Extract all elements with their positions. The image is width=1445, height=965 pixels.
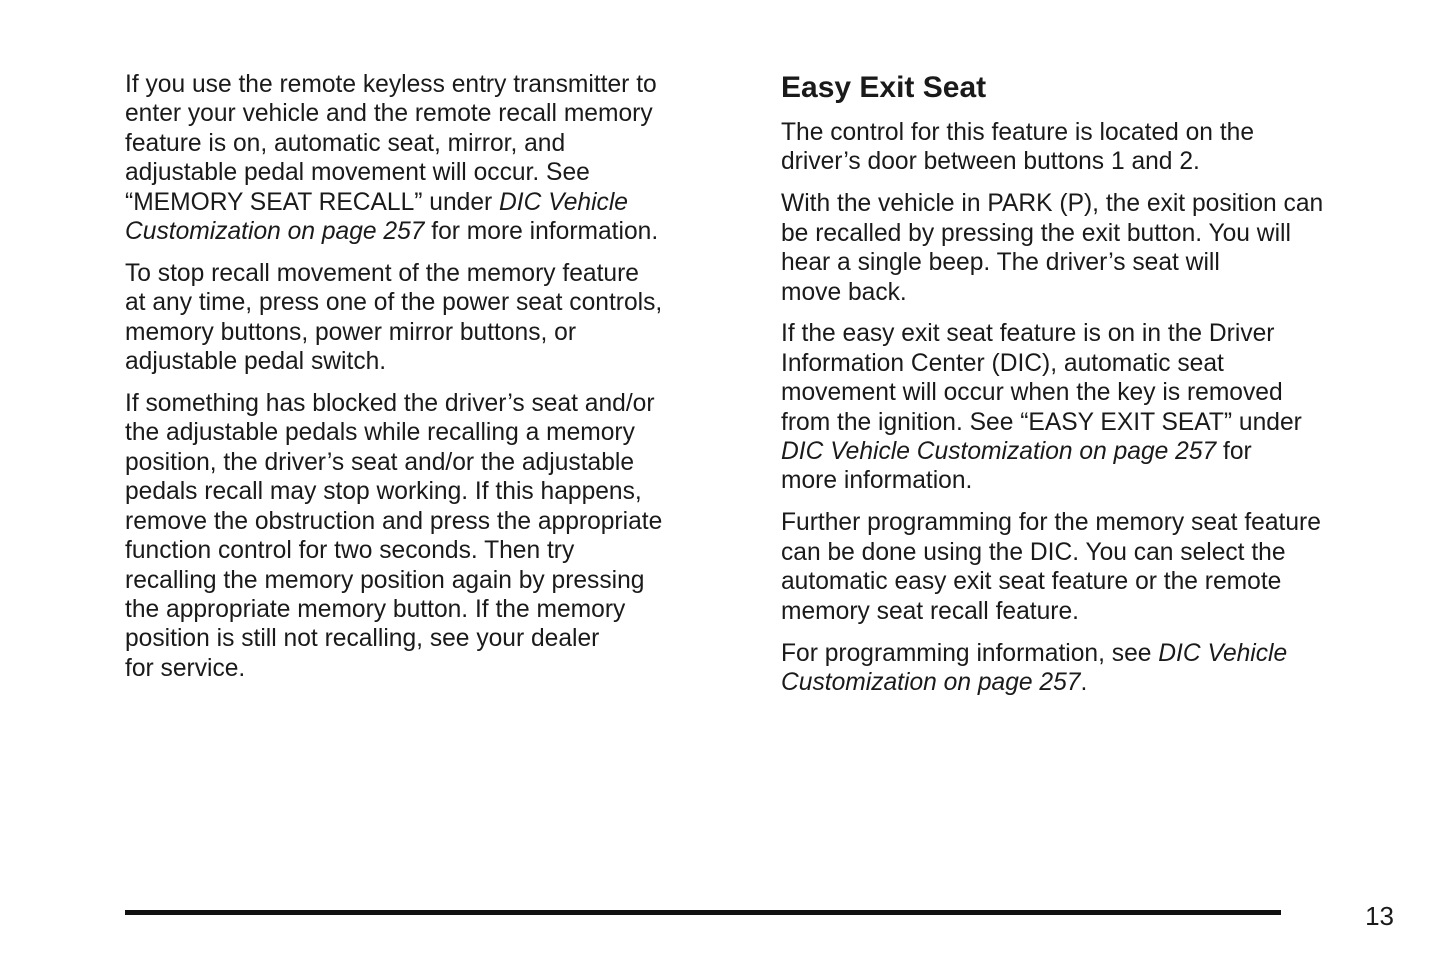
text-line: memory buttons, power mirror buttons, or: [125, 318, 577, 346]
left-column: [125, 70, 735, 696]
text-line: recalling the memory position again by pressing: [125, 566, 645, 594]
paragraph-park-exit: [781, 189, 1401, 307]
text-line: driver’s door between buttons 1 and 2.: [781, 148, 1200, 176]
text-line: from the ignition. See “EASY EXIT SEAT” under: [781, 408, 1302, 436]
text-line: Information Center (DIC), automatic seat: [781, 349, 1224, 377]
text-line: feature is on, automatic seat, mirror, and: [125, 129, 566, 157]
text-line: for service.: [125, 654, 246, 682]
text-line: adjustable pedal switch.: [125, 348, 387, 376]
page-reference: Customization on page 257: [125, 218, 425, 246]
section-heading: Easy Exit Seat: [781, 71, 987, 104]
page-reference: DIC Vehicle Customization on page 257: [781, 438, 1217, 466]
right-column: [781, 70, 1401, 710]
text-line: pedals recall may stop working. If this happens,: [125, 478, 642, 506]
text-line: for more information.: [424, 218, 659, 246]
page-number: 13: [1365, 901, 1394, 931]
text-line: movement will occur when the key is removed: [781, 379, 1283, 407]
text-line: memory seat recall feature.: [781, 597, 1079, 625]
text-line: position, the driver’s seat and/or the adjustable: [125, 448, 635, 476]
text-line: position is still not recalling, see your dealer: [125, 625, 600, 653]
page-reference: DIC Vehicle: [499, 188, 628, 216]
paragraph-programming-info: [781, 639, 1401, 698]
paragraph-remote-recall: [125, 70, 735, 246]
text-line: the appropriate memory button. If the memory: [125, 595, 626, 623]
text-line: remove the obstruction and press the appropriate: [125, 507, 663, 535]
text-line: automatic easy exit seat feature or the remote: [781, 568, 1282, 596]
text-line: “MEMORY SEAT RECALL” under: [125, 188, 500, 216]
text-line: move back.: [781, 278, 907, 306]
text-line: enter your vehicle and the remote recall memory: [125, 100, 653, 128]
text-line: function control for two seconds. Then try: [125, 537, 575, 565]
text-line: hear a single beep. The driver’s seat will: [781, 249, 1220, 277]
text-line: be recalled by pressing the exit button. You will: [781, 219, 1291, 247]
text-line: With the vehicle in PARK (P), the exit position can: [781, 190, 1324, 218]
paragraph-dic-easy-exit: [781, 319, 1401, 495]
text-line: If something has blocked the driver’s seat and/or: [125, 390, 655, 418]
paragraph-stop-recall: [125, 259, 735, 377]
paragraph-control-location: [781, 118, 1401, 177]
text-line: for: [1216, 438, 1252, 466]
page-reference: Customization on page 257: [781, 668, 1081, 696]
paragraph-further-programming: [781, 508, 1401, 626]
text-line: at any time, press one of the power seat controls,: [125, 289, 663, 317]
text-line: Further programming for the memory seat feature: [781, 509, 1321, 537]
text-line: the adjustable pedals while recalling a memory: [125, 419, 635, 447]
text-line: .: [1080, 668, 1088, 696]
text-line: more information.: [781, 467, 973, 495]
text-line: If you use the remote keyless entry transmitter to: [125, 71, 657, 98]
text-line: To stop recall movement of the memory feature: [125, 259, 639, 287]
page-reference: DIC Vehicle: [1158, 639, 1288, 667]
text-line: can be done using the DIC. You can select the: [781, 538, 1286, 566]
text-line: If the easy exit seat feature is on in the Driver: [781, 320, 1275, 348]
paragraph-obstruction: [125, 389, 735, 683]
text-line: The control for this feature is located on the: [781, 119, 1255, 146]
text-line: adjustable pedal movement will occur. See: [125, 159, 590, 187]
footer-rule: [125, 910, 1281, 915]
text-line: For programming information, see: [781, 639, 1159, 667]
